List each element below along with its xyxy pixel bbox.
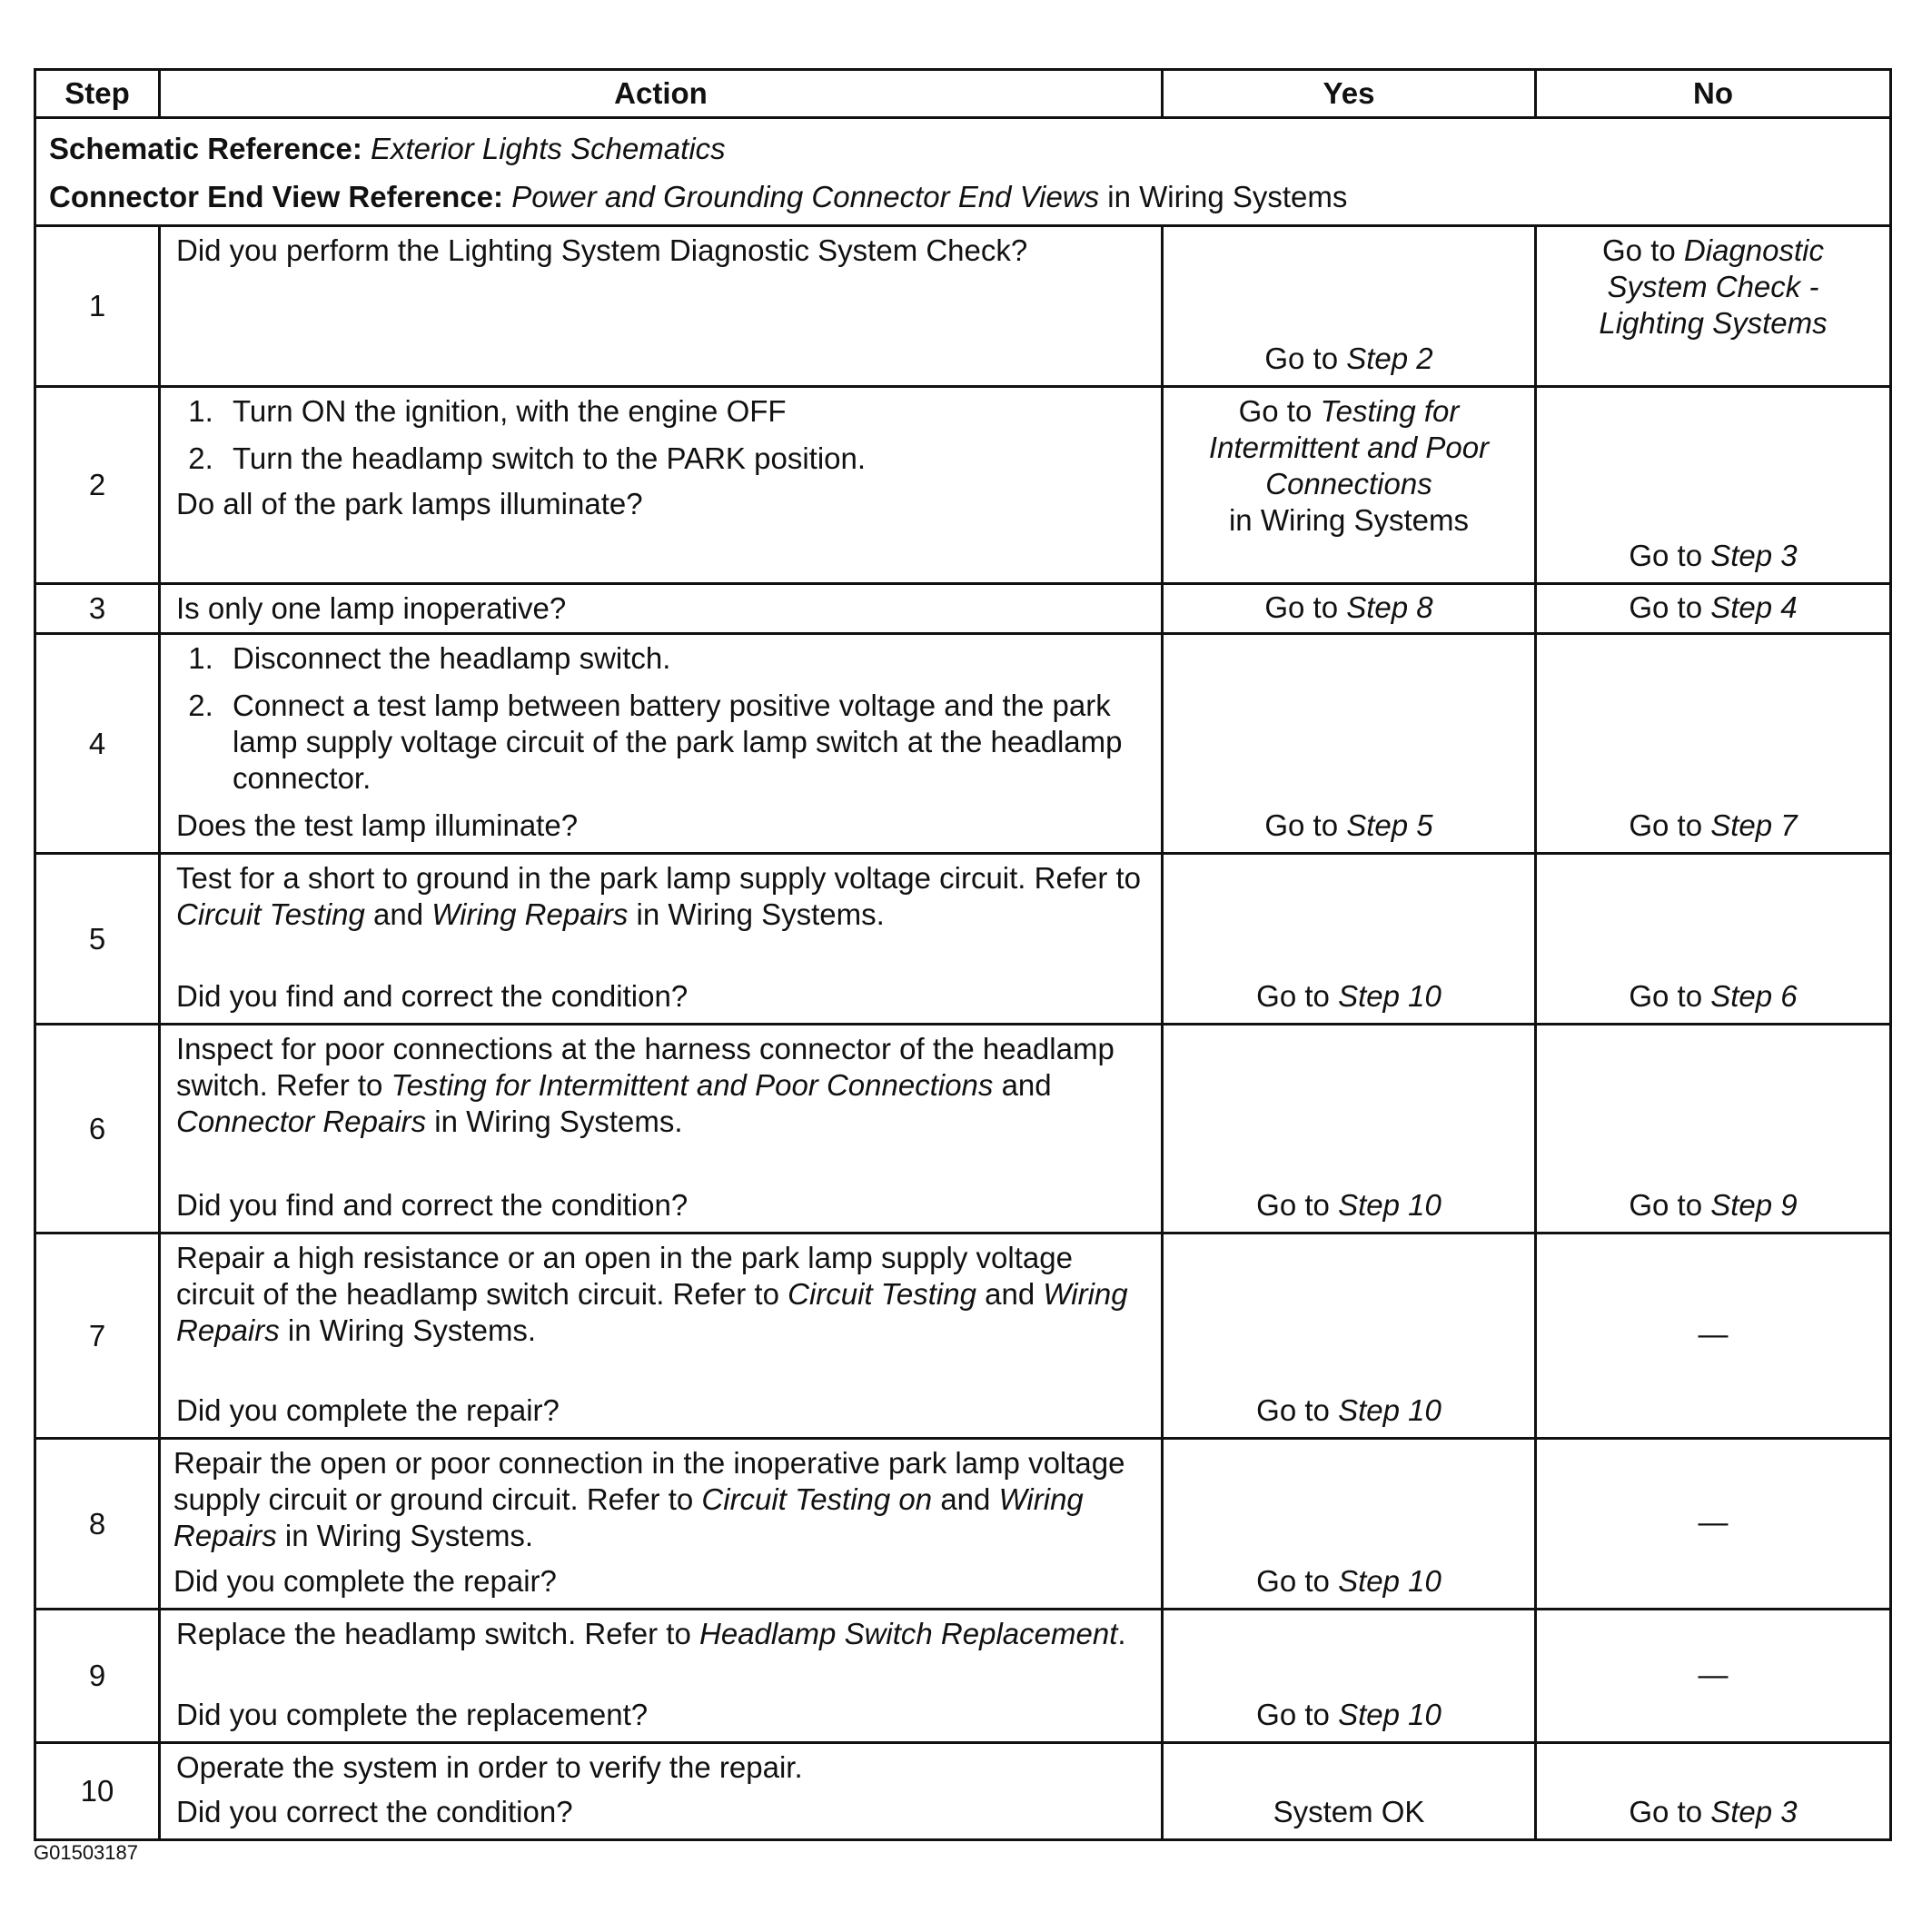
step-row xyxy=(35,1234,1891,1439)
no-prefix: Go to xyxy=(1629,1188,1711,1222)
action-link-a[interactable]: Headlamp Switch Replacement xyxy=(698,1617,1118,1650)
action-text-a: Repair a high resistance or an open in the park lamp supply voltage circuit of the headlamp switch circuit. Refer to xyxy=(176,1241,1073,1311)
action-text-c: in Wiring Systems. xyxy=(628,897,885,931)
action-text-a: Inspect for poor connections at the harness connector of the headlamp switch. Refer to xyxy=(176,1032,1115,1102)
action-cell xyxy=(160,1234,1163,1439)
reference-cell xyxy=(35,118,1891,226)
no-answer xyxy=(1546,978,1880,1015)
step-number: 10 xyxy=(35,1743,160,1840)
yes-link[interactable]: Step 10 xyxy=(1338,1393,1442,1427)
no-prefix: Go to xyxy=(1629,590,1711,624)
yes-prefix: Go to xyxy=(1256,979,1339,1013)
step-number: 6 xyxy=(35,1025,160,1234)
no-link[interactable]: Diagnostic System Check - Lighting Systems xyxy=(1599,233,1828,340)
step-number: 1 xyxy=(35,226,160,387)
action-text: Is only one lamp inoperative? xyxy=(176,591,567,625)
yes-link[interactable]: Testing for Intermittent and Poor Connections xyxy=(1208,394,1490,500)
no-dash: — xyxy=(1698,1317,1729,1351)
yes-link[interactable]: Step 8 xyxy=(1346,590,1433,624)
no-cell xyxy=(1536,1439,1891,1610)
action-link-a[interactable]: Testing for Intermittent and Poor Connections xyxy=(391,1068,994,1102)
action-question: Does the test lamp illuminate? xyxy=(176,808,579,842)
yes-answer xyxy=(1173,1187,1525,1224)
yes-link[interactable]: Step 10 xyxy=(1338,1188,1442,1222)
no-cell xyxy=(1536,854,1891,1025)
step-row xyxy=(35,1025,1891,1234)
connector-reference-suffix: in Wiring Systems xyxy=(1099,180,1348,213)
action-text-c: . xyxy=(1117,1617,1126,1650)
action-question: Did you complete the repair? xyxy=(176,1393,560,1427)
yes-answer xyxy=(1173,1697,1525,1733)
step-row xyxy=(35,634,1891,854)
yes-cell xyxy=(1163,1025,1536,1234)
action-question: Did you complete the repair? xyxy=(173,1564,557,1598)
connector-reference xyxy=(49,173,1877,221)
figure-id: G01503187 xyxy=(34,1841,138,1864)
action-text-b: and xyxy=(993,1068,1052,1102)
yes-cell xyxy=(1163,387,1536,584)
no-cell xyxy=(1536,1234,1891,1439)
no-cell xyxy=(1536,226,1891,387)
yes-answer xyxy=(1173,1563,1525,1600)
yes-prefix: Go to xyxy=(1256,1698,1339,1731)
action-link-b[interactable]: Wiring Repairs xyxy=(173,1482,1084,1552)
no-link[interactable]: Step 3 xyxy=(1710,539,1798,572)
no-link[interactable]: Step 6 xyxy=(1710,979,1798,1013)
yes-prefix: Go to xyxy=(1264,590,1347,624)
action-question: Did you correct the condition? xyxy=(176,1795,573,1828)
step-row xyxy=(35,226,1891,387)
action-text-b: and xyxy=(364,897,432,931)
action-text-b: and xyxy=(932,1482,999,1516)
header-step: Step xyxy=(35,70,160,118)
action-cell xyxy=(160,1025,1163,1234)
step-row xyxy=(35,387,1891,584)
connector-reference-link[interactable]: Power and Grounding Connector End Views xyxy=(511,180,1100,213)
action-text-c: in Wiring Systems. xyxy=(426,1105,683,1138)
action-cell xyxy=(160,854,1163,1025)
no-link[interactable]: Step 7 xyxy=(1710,808,1798,842)
step-number: 2 xyxy=(35,387,160,584)
action-text xyxy=(176,860,1148,933)
no-cell xyxy=(1536,584,1891,634)
no-prefix: Go to xyxy=(1629,979,1711,1013)
action-text-a: Replace the headlamp switch. Refer to xyxy=(176,1617,699,1650)
no-prefix: Go to xyxy=(1629,808,1711,842)
no-prefix: Go to xyxy=(1602,233,1684,267)
no-cell xyxy=(1536,387,1891,584)
step-row xyxy=(35,1439,1891,1610)
action-text xyxy=(173,1445,1148,1554)
yes-suffix: in Wiring Systems xyxy=(1228,503,1470,537)
action-text xyxy=(176,1616,1148,1652)
no-answer xyxy=(1546,1187,1880,1224)
no-dash: — xyxy=(1698,1657,1729,1691)
action-link-a[interactable]: Circuit Testing xyxy=(176,897,365,931)
action-question: Did you find and correct the condition? xyxy=(176,979,689,1013)
action-text-a: Test for a short to ground in the park lamp supply voltage circuit. Refer to xyxy=(176,861,1142,895)
connector-reference-label: Connector End View Reference: xyxy=(49,180,504,213)
no-cell xyxy=(1536,1743,1891,1840)
yes-answer xyxy=(1173,341,1525,377)
yes-answer: System OK xyxy=(1273,1795,1425,1828)
action-question: Do all of the park lamps illuminate? xyxy=(176,487,643,520)
action-link-a[interactable]: Circuit Testing on xyxy=(701,1482,933,1516)
no-cell xyxy=(1536,1025,1891,1234)
action-list xyxy=(176,640,1148,806)
action-list-item: 1. Disconnect the headlamp switch. xyxy=(222,640,1148,677)
schematic-reference-label: Schematic Reference: xyxy=(49,132,362,165)
yes-cell xyxy=(1163,634,1536,854)
header-yes: Yes xyxy=(1163,70,1536,118)
no-cell xyxy=(1536,634,1891,854)
schematic-reference-link[interactable]: Exterior Lights Schematics xyxy=(371,132,726,165)
action-text: Did you perform the Lighting System Diagnostic System Check? xyxy=(176,233,1028,267)
yes-cell xyxy=(1163,584,1536,634)
action-link-a[interactable]: Circuit Testing xyxy=(788,1277,976,1311)
header-row xyxy=(35,70,1891,118)
no-answer xyxy=(1573,233,1853,342)
action-link-b[interactable]: Connector Repairs xyxy=(176,1105,427,1138)
action-text xyxy=(176,1031,1148,1140)
action-text xyxy=(176,1240,1148,1349)
action-cell xyxy=(160,1610,1163,1743)
yes-prefix: Go to xyxy=(1256,1188,1339,1222)
no-link[interactable]: Step 9 xyxy=(1710,1188,1798,1222)
action-cell xyxy=(160,1743,1163,1840)
step-number: 5 xyxy=(35,854,160,1025)
action-cell xyxy=(160,634,1163,854)
yes-link[interactable]: Step 5 xyxy=(1346,808,1433,842)
yes-cell xyxy=(1163,1439,1536,1610)
no-link[interactable]: Step 3 xyxy=(1710,1795,1798,1828)
yes-prefix: Go to xyxy=(1256,1564,1339,1598)
header-action: Action xyxy=(160,70,1163,118)
yes-link[interactable]: Step 10 xyxy=(1338,979,1442,1013)
step-number: 3 xyxy=(35,584,160,634)
step-number: 8 xyxy=(35,1439,160,1610)
yes-prefix: Go to xyxy=(1238,394,1321,428)
action-cell xyxy=(160,1439,1163,1610)
yes-answer xyxy=(1173,590,1525,626)
step-row xyxy=(35,1743,1891,1840)
step-number: 9 xyxy=(35,1610,160,1743)
step-row xyxy=(35,1610,1891,1743)
yes-answer xyxy=(1173,1392,1525,1429)
yes-cell xyxy=(1163,1743,1536,1840)
no-dash: — xyxy=(1698,1505,1729,1539)
yes-cell xyxy=(1163,226,1536,387)
reference-row xyxy=(35,118,1891,226)
step-number: 4 xyxy=(35,634,160,854)
action-question: Did you find and correct the condition? xyxy=(176,1188,689,1222)
no-answer xyxy=(1546,1794,1880,1830)
action-list-item: 2. Turn the headlamp switch to the PARK position. xyxy=(222,441,1148,477)
yes-cell xyxy=(1163,1234,1536,1439)
yes-prefix: Go to xyxy=(1264,808,1347,842)
action-text-a: Repair the open or poor connection in the inoperative park lamp voltage supply circuit or ground circuit. Refer to xyxy=(173,1446,1125,1516)
step-number: 7 xyxy=(35,1234,160,1439)
action-cell xyxy=(160,584,1163,634)
yes-answer xyxy=(1173,807,1525,844)
action-link-b[interactable]: Wiring Repairs xyxy=(431,897,629,931)
yes-prefix: Go to xyxy=(1256,1393,1339,1427)
no-answer xyxy=(1546,807,1880,844)
no-prefix: Go to xyxy=(1629,539,1711,572)
schematic-reference xyxy=(49,124,1877,173)
yes-cell xyxy=(1163,1610,1536,1743)
action-cell xyxy=(160,387,1163,584)
action-text: Operate the system in order to verify the repair. xyxy=(176,1750,803,1784)
action-question: Did you complete the replacement? xyxy=(176,1698,649,1731)
no-link[interactable]: Step 4 xyxy=(1710,590,1798,624)
diagnostic-table xyxy=(34,68,1892,1841)
yes-answer xyxy=(1200,393,1498,539)
step-row xyxy=(35,584,1891,634)
no-prefix: Go to xyxy=(1629,1795,1711,1828)
no-cell xyxy=(1536,1610,1891,1743)
action-list xyxy=(176,393,1148,486)
no-answer xyxy=(1546,538,1880,574)
yes-answer xyxy=(1173,978,1525,1015)
action-list-item: 2. Connect a test lamp between battery positive voltage and the park lamp supply voltage circuit of the park lamp switch at the headlamp connector. xyxy=(222,688,1148,797)
yes-link[interactable]: Step 2 xyxy=(1346,342,1433,375)
action-text-c: in Wiring Systems. xyxy=(276,1519,534,1552)
action-cell xyxy=(160,226,1163,387)
step-row xyxy=(35,854,1891,1025)
action-link-b[interactable]: Wiring Repairs xyxy=(176,1277,1128,1347)
yes-prefix: Go to xyxy=(1264,342,1347,375)
header-no: No xyxy=(1536,70,1891,118)
action-list-item: 1. Turn ON the ignition, with the engine OFF xyxy=(222,393,1148,430)
action-text-b: and xyxy=(976,1277,1044,1311)
yes-link[interactable]: Step 10 xyxy=(1338,1698,1442,1731)
no-answer xyxy=(1546,590,1880,626)
yes-cell xyxy=(1163,854,1536,1025)
yes-link[interactable]: Step 10 xyxy=(1338,1564,1442,1598)
action-text-c: in Wiring Systems. xyxy=(279,1313,537,1347)
